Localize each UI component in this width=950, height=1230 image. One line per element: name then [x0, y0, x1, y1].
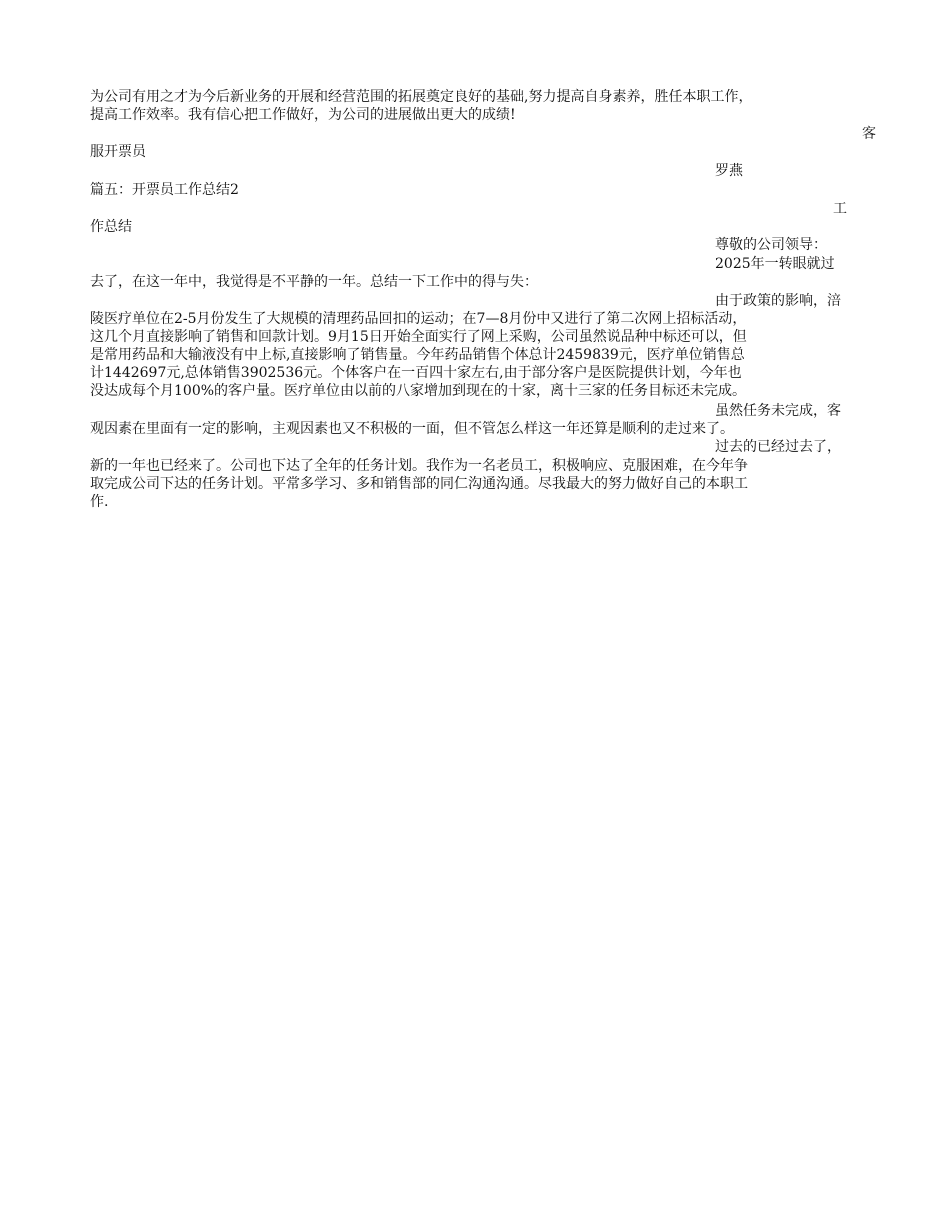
text-line: 由于政策的影响，涪 — [715, 293, 841, 309]
author-name: 罗燕 — [715, 163, 743, 179]
text-line: 服开票员 — [90, 144, 146, 160]
text-line: 计1442697元,总体销售3902536元。个体客户在一百四十家左右,由于部分客户是医院提供计划，今年也 — [90, 365, 742, 381]
text-line: 虽然任务未完成，客 — [715, 403, 841, 419]
text-line: 作总结 — [90, 219, 132, 235]
text-fragment: 工 — [833, 201, 847, 217]
section-heading: 篇五：开票员工作总结2 — [90, 182, 239, 198]
text-line: 提高工作效率。我有信心把工作做好，为公司的进展做出更大的成绩! — [90, 107, 516, 123]
text-line: 观因素在里面有一定的影响，主观因素也又不积极的一面，但不管怎么样这一年还算是顺利的走过来了。 — [90, 421, 734, 437]
text-line: 新的一年也已经来了。公司也下达了全年的任务计划。我作为一名老员工，积极响应、克服困难，在今年争 — [90, 458, 748, 474]
text-line: 没达成每个月100%的客户量。医疗单位由以前的八家增加到现在的十家，离十三家的任务目标还未完成。 — [90, 383, 747, 399]
text-line: 2025年一转眼就过 — [715, 256, 835, 272]
text-line: 是常用药品和大输液没有中上标,直接影响了销售量。今年药品销售个体总计2459839元，医疗单位销售总 — [90, 347, 745, 363]
text-line: 这几个月直接影响了销售和回款计划。9月15日开始全面实行了网上采购，公司虽然说品种中标还可以，但 — [90, 329, 747, 345]
text-line: 取完成公司下达的任务计划。平常多学习、多和销售部的同仁沟通沟通。尽我最大的努力做好自己的本职工 — [90, 476, 748, 492]
document-page — [90, 0, 876, 1230]
text-line: 过去的已经过去了， — [715, 439, 841, 455]
greeting: 尊敬的公司领导： — [715, 237, 827, 253]
text-fragment: 客 — [862, 126, 876, 142]
text-line: 作. — [90, 494, 109, 510]
text-line: 为公司有用之才为今后新业务的开展和经营范围的拓展奠定良好的基础,努力提高自身素养，胜任本职工作， — [90, 89, 753, 105]
text-line: 陵医疗单位在2-5月份发生了大规模的清理药品回扣的运动；在7—8月份中又进行了第二次网上招标活动， — [90, 311, 747, 327]
text-line: 去了，在这一年中，我觉得是不平静的一年。总结一下工作中的得与失： — [90, 274, 538, 290]
